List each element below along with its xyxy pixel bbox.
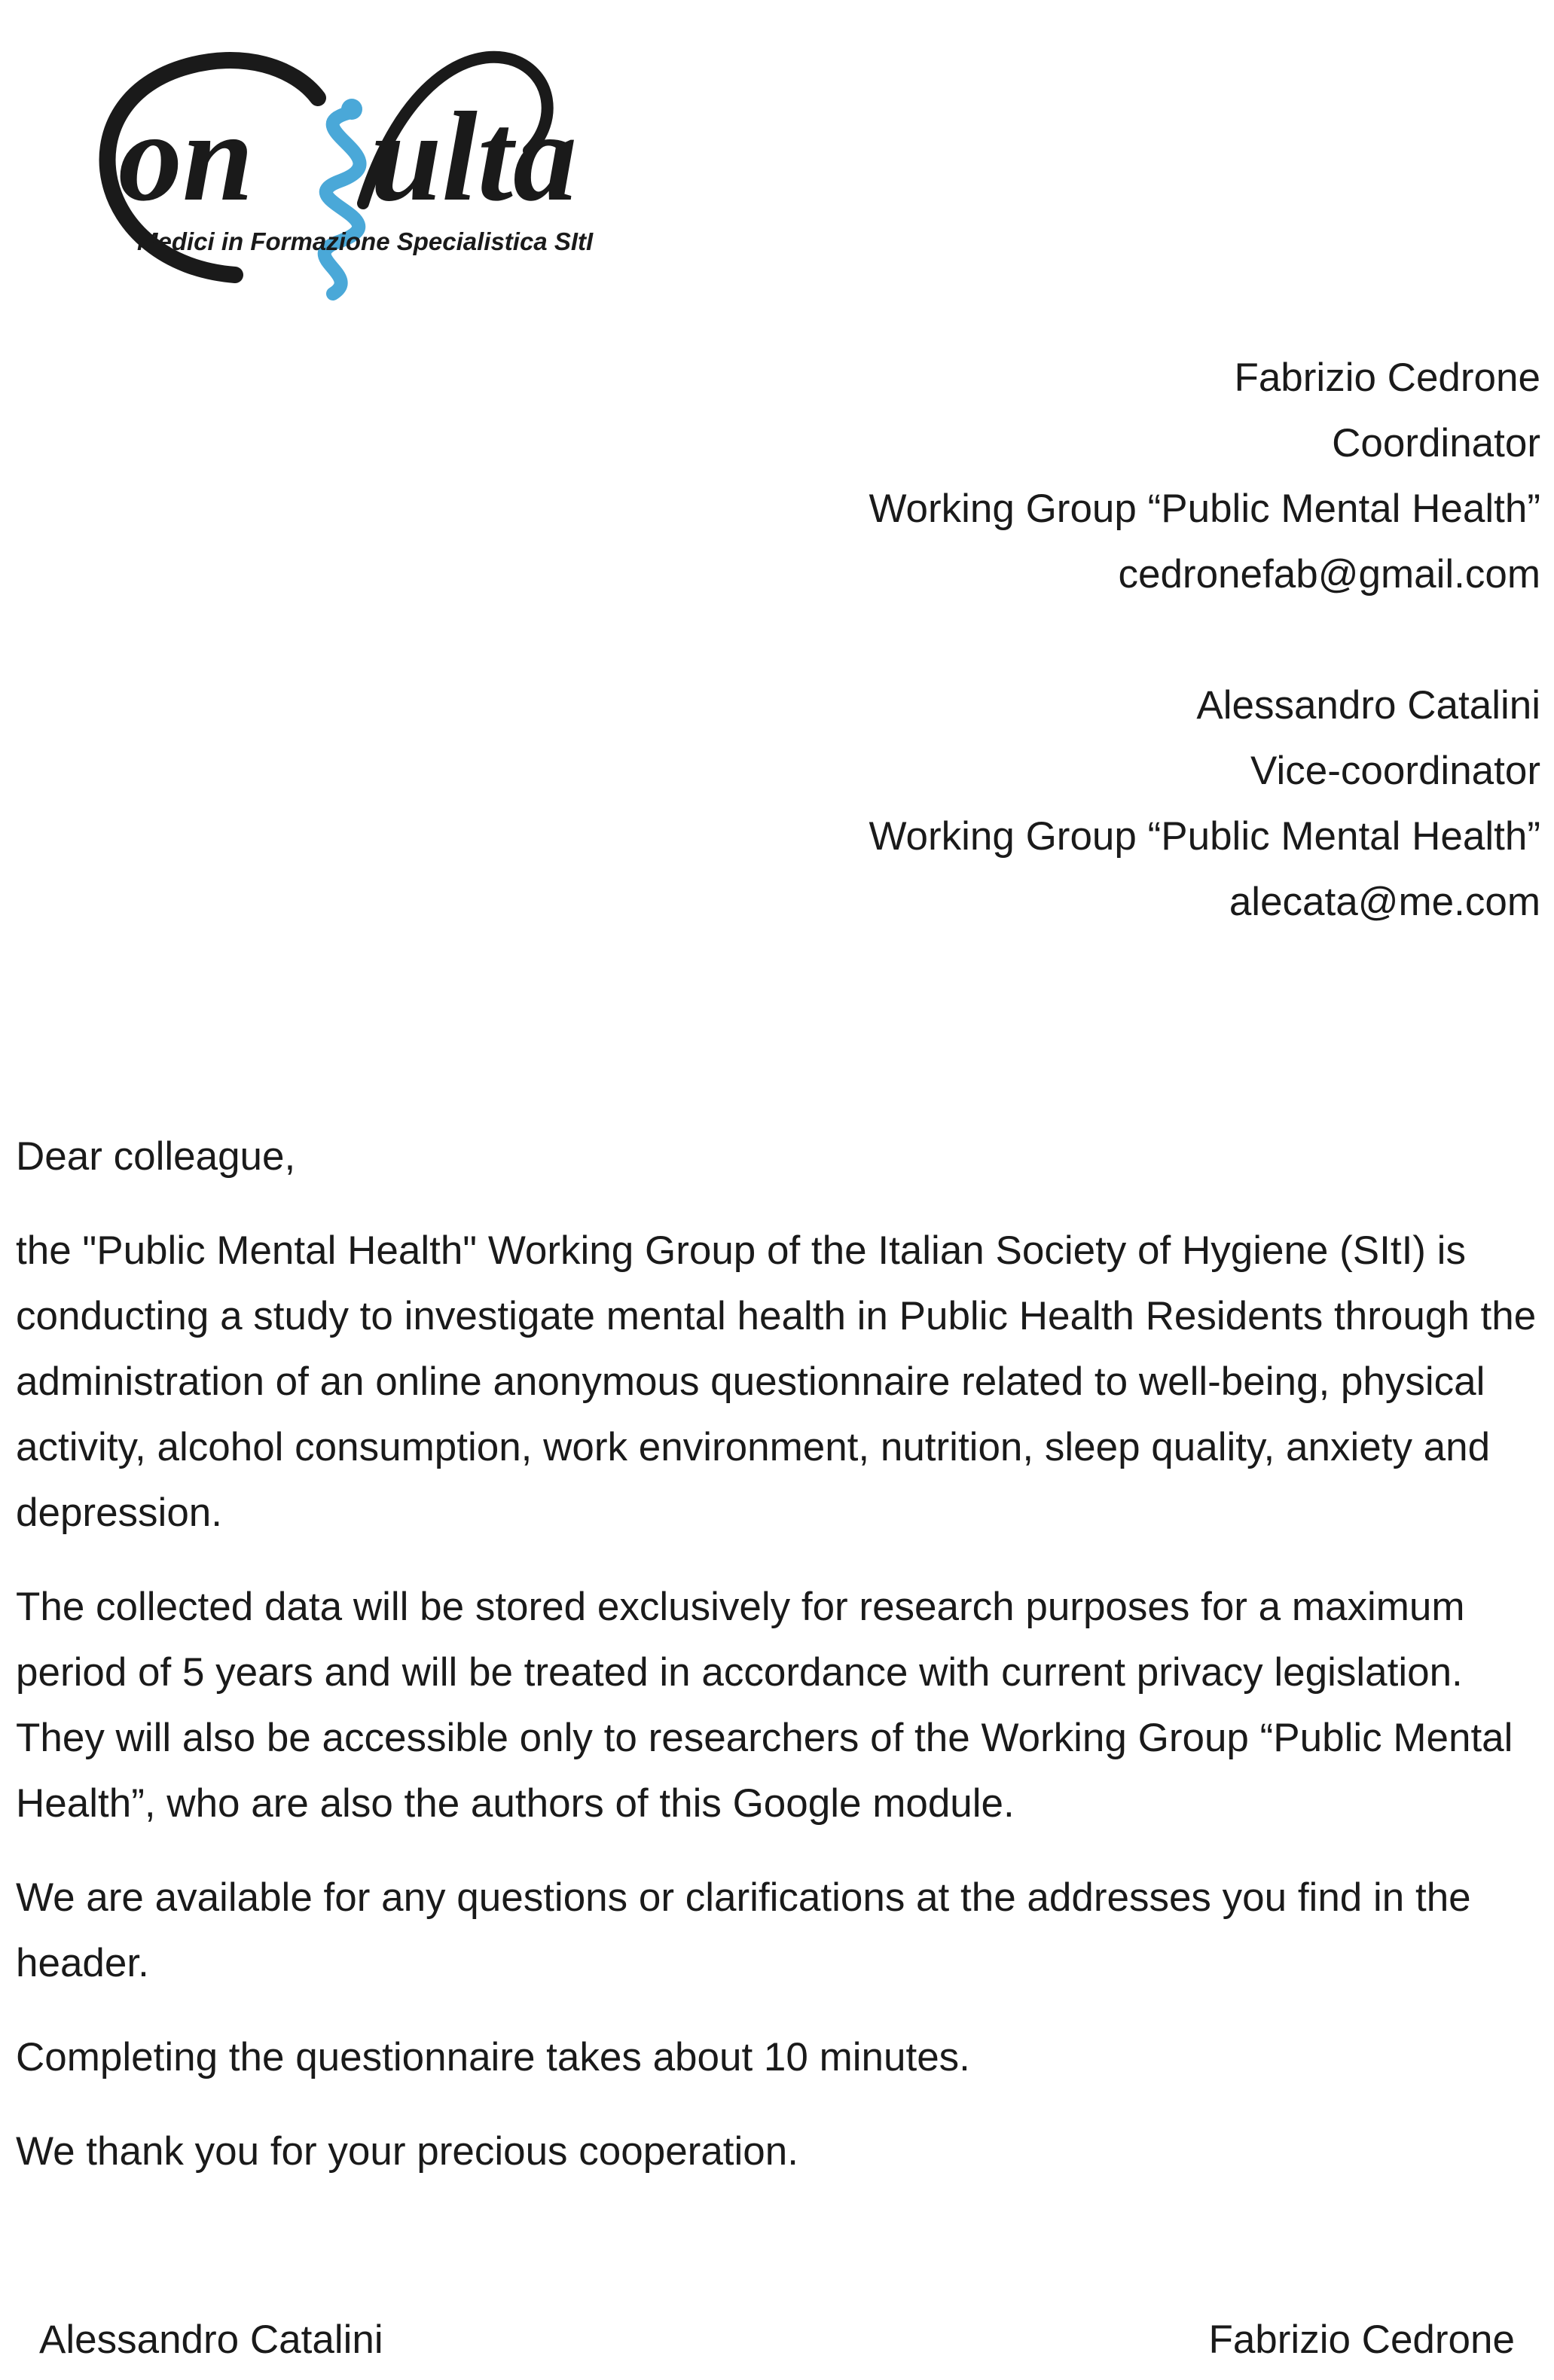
paragraph-thanks: We thank you for your precious cooperation. xyxy=(16,2129,798,2174)
paragraph-data-privacy: The collected data will be stored exclusively for research purposes for a maximum period of 5 years and will be treated in accordance with current privacy legislation. They will also be accessible only to researchers of the Working Group “Public Mental Health”, who are also the authors of this Google module. xyxy=(16,1585,1513,1826)
consulta-logo-graphic xyxy=(47,15,619,331)
contact-group: Working Group “Public Mental Health” xyxy=(869,487,1540,531)
contact-group: Working Group “Public Mental Health” xyxy=(869,814,1540,859)
consulta-logo xyxy=(47,15,619,331)
contact-email[interactable]: alecata@me.com xyxy=(1229,880,1540,924)
contact-name: Fabrizio Cedrone xyxy=(1234,355,1540,400)
contact-email[interactable]: cedronefab@gmail.com xyxy=(1118,552,1540,597)
contact-role: Coordinator xyxy=(1332,421,1540,465)
contact-coordinator xyxy=(712,345,1540,607)
paragraph-duration: Completing the questionnaire takes about 10 minutes. xyxy=(16,2035,970,2079)
signature-left: Alessandro Catalini xyxy=(39,2317,383,2362)
letter-body xyxy=(16,1124,1541,2184)
svg-text:on: on xyxy=(118,86,254,227)
paragraph-study-description: the "Public Mental Health" Working Group of the Italian Society of Hygiene (SItI) is conducting a study to investigate mental health in Public Health Residents through the administration of an online anonymous questionnaire related to well-being, physical activity, alcohol consumption, work environment, nutrition, sleep quality, anxiety and depression. xyxy=(16,1228,1537,1535)
contact-name: Alessandro Catalini xyxy=(1196,683,1540,728)
signature-right: Fabrizio Cedrone xyxy=(1208,2317,1515,2362)
svg-text:Medici in Formazione Specialis: Medici in Formazione Specialistica SItI xyxy=(137,227,594,255)
paragraph-contact-availability: We are available for any questions or clarifications at the addresses you find in the header. xyxy=(16,1875,1471,1985)
contact-vice-coordinator xyxy=(712,673,1540,935)
contact-header xyxy=(712,345,1540,935)
contact-role: Vice-coordinator xyxy=(1250,749,1540,793)
svg-text:ulta: ulta xyxy=(371,86,578,227)
salutation: Dear colleague, xyxy=(16,1134,296,1179)
